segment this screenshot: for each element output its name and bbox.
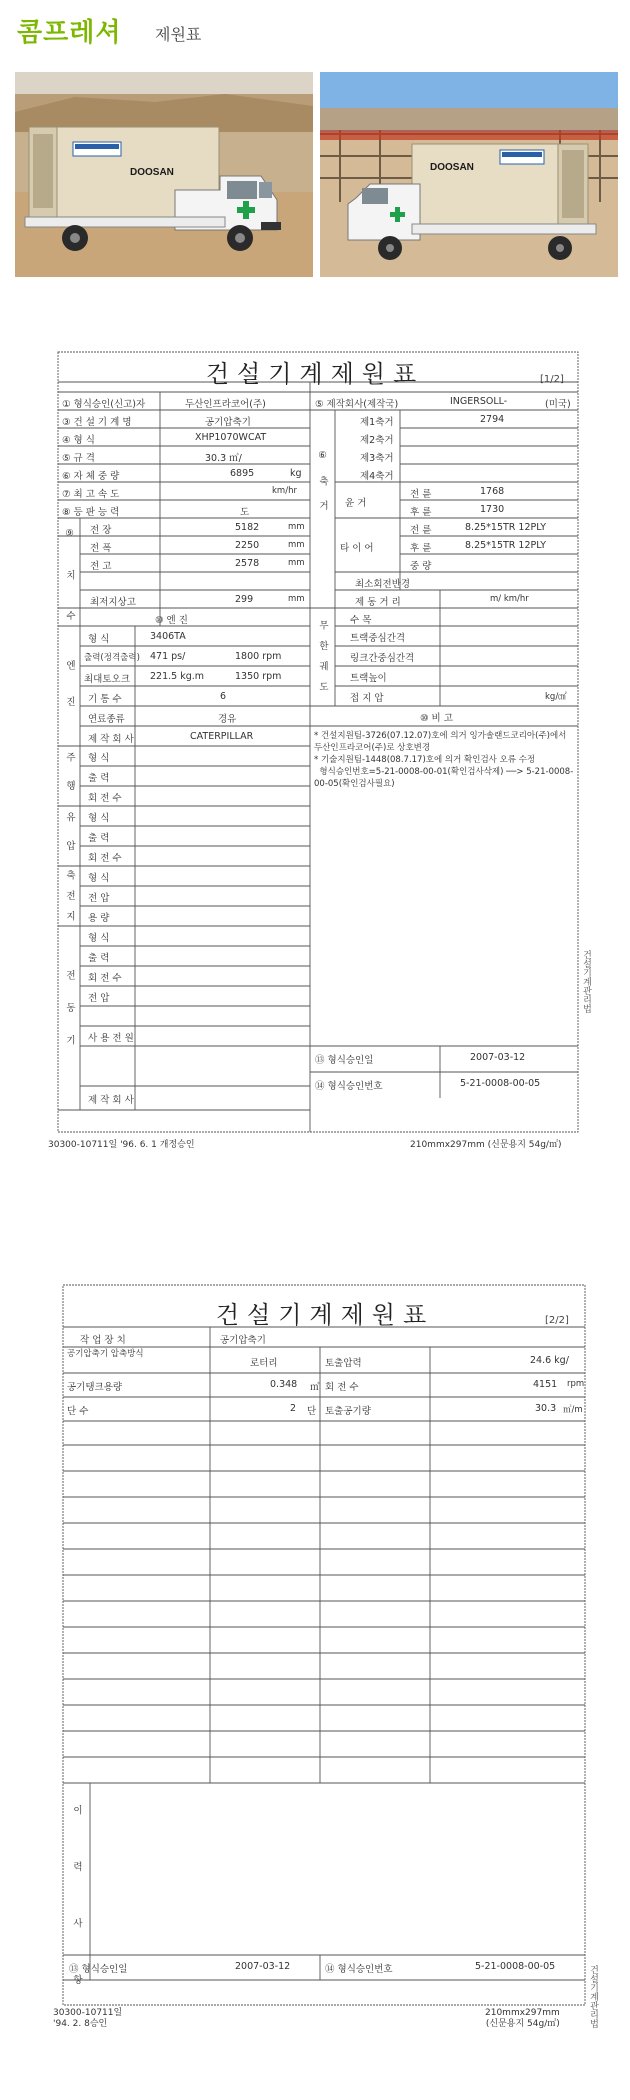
motor-volt-label: 전 압 (88, 993, 110, 1004)
sheet2-form-code: 30300-10711일 '94. 2. 8승인 (53, 2008, 123, 2029)
approval-number-value: 5-21-0008-00-05 (460, 1078, 541, 1089)
doosan-logo-2: DOOSAN (430, 162, 474, 173)
engine-maker-value: CATERPILLAR (190, 731, 254, 742)
width-value: 2250 (235, 540, 260, 551)
ground-clearance-unit: mm (288, 594, 305, 604)
engine-torque-rpm: 1350 rpm (235, 671, 282, 682)
motor-use-label: 사 용 전 원 (88, 1033, 134, 1044)
maker-label: ⑤ 제작회사(제작국) (315, 399, 399, 410)
sheet1-paper-spec: 210mmx297mm (신문용지 54g/㎡) (410, 1140, 562, 1150)
approval-date-value: 2007-03-12 (470, 1052, 526, 1063)
truck-illustration-2 (320, 72, 618, 277)
link-gauge-label: 링크간중심간격 (350, 653, 415, 664)
spec-value: 30.3 ㎥/ (205, 453, 242, 464)
approval-date-label: ⑬ 형식승인일 (315, 1055, 374, 1066)
tread-rear-value: 1730 (480, 504, 505, 515)
length-label: 전 장 (90, 525, 112, 536)
sheet2-approval-number-label: ⑭ 형식승인번호 (325, 1964, 393, 1975)
tread-rear-label: 후 륜 (410, 507, 432, 518)
tread-front-label: 전 륜 (410, 489, 432, 500)
maker-country: (미국) (545, 399, 571, 410)
height-label: 전 고 (90, 561, 112, 572)
engine-model-value: 3406TA (150, 631, 186, 642)
engine-torque-label: 최대토오크 (84, 674, 130, 685)
track-group-label: 무 한 궤 도 (317, 620, 328, 696)
compressor-photo-2 (320, 72, 618, 277)
tire-weight-label: 중 량 (410, 561, 432, 572)
axle4-label: 제4축거 (360, 471, 394, 482)
speed-unit: km/hr (272, 486, 297, 496)
truck-illustration-1 (15, 72, 313, 277)
spec-label: ⑤ 규 격 (62, 453, 95, 464)
approval-number-label: ⑭ 형식승인번호 (315, 1081, 383, 1092)
section-battery-label: 축 전 지 (64, 870, 75, 925)
rotation-value: 4151 (533, 1379, 558, 1390)
length-value: 5182 (235, 522, 260, 533)
tank-capacity-value: 0.348 (270, 1379, 298, 1390)
ground-clearance-value: 299 (235, 594, 254, 605)
length-unit: mm (288, 522, 305, 532)
maker-value: INGERSOLL- (450, 396, 508, 407)
sheet2-paper-spec: 210mmx297mm (신문용지 54g/㎡) (485, 2008, 560, 2029)
sheet2-approval-date-label: ⑬ 형식승인일 (69, 1964, 128, 1975)
grade-label: ⑧ 등 판 능 력 (62, 507, 120, 518)
brake-label: 제 동 거 리 (355, 597, 401, 608)
air-output-label: 토출공기량 (325, 1406, 371, 1417)
engine-fuel-value: 경유 (218, 714, 237, 725)
section-main-label: 주 행 (64, 752, 75, 799)
ground-pressure-label: 접 지 압 (350, 693, 384, 704)
model-label: ④ 형 식 (62, 435, 95, 446)
tire-side-label: 타 이 어 (340, 543, 374, 554)
engine-model-label: 형 식 (88, 634, 110, 645)
compressor-photo-1 (15, 72, 313, 277)
history-label: 이 력 사 항 (71, 1805, 82, 2007)
sheet2-approval-number-value: 5-21-0008-00-05 (475, 1961, 556, 1972)
tread-group-label: 윤 거 (345, 498, 367, 509)
tire-front-value: 8.25*15TR 12PLY (465, 522, 547, 533)
doosan-logo-1: DOOSAN (130, 167, 174, 178)
machine-type-label: ③ 건 설 기 계 명 (62, 417, 132, 428)
work-device-value: 공기압축기 (220, 1335, 266, 1346)
grade-unit: 도 (240, 507, 250, 518)
compression-type-label: 공기압축기 압축방식 (67, 1349, 144, 1359)
battery-cap-label: 용 량 (88, 913, 110, 924)
axle2-label: 제2축거 (360, 435, 394, 446)
approval-label: ① 형식승인(신고)자 (62, 399, 146, 410)
engine-power-value: 471 ps/ (150, 651, 186, 662)
hyd-form-label: 형 식 (88, 813, 110, 824)
tank-capacity-label: 공기탱크용량 (67, 1382, 123, 1393)
engine-cylinders-label: 기 통 수 (88, 694, 122, 705)
width-label: 전 폭 (90, 543, 112, 554)
ground-pressure-unit: kg/㎠ (545, 692, 567, 702)
hyd-rpm-label: 회 전 수 (88, 853, 122, 864)
discharge-pressure-label: 토출압력 (325, 1358, 362, 1369)
stages-value: 2 (290, 1403, 297, 1414)
hyd-output-label: 출 력 (88, 833, 110, 844)
tread-front-value: 1768 (480, 486, 505, 497)
brake-unit: m/ km/hr (490, 594, 529, 604)
track-count-label: 수 목 (350, 615, 372, 626)
spec-sheet-page-1 (40, 330, 590, 1155)
axle1-label: 제1축거 (360, 417, 394, 428)
ground-clearance-label: 최저지상고 (90, 597, 136, 608)
width-unit: mm (288, 540, 305, 550)
machine-type-value: 공기압축기 (205, 417, 251, 428)
sheet2-side-text: 건설기계관리법 (588, 1965, 598, 2028)
tire-rear-label: 후 륜 (410, 543, 432, 554)
air-output-value: 30.3 (535, 1403, 557, 1414)
stages-label: 단 수 (67, 1406, 89, 1417)
weight-label: ⑥ 자 체 중 량 (62, 471, 120, 482)
engine-group-label: 엔 진 (64, 660, 75, 719)
tire-front-label: 전 륜 (410, 525, 432, 536)
height-unit: mm (288, 558, 305, 568)
remarks-text: * 건설지원팀-3726(07.12.07)호에 의거 잉가솔랜드코리아(주)에서 두산인프라코어(주)로 상호변경 * 기술지원팀-1448(08.7.17)호에 의거 확인검사 오류 수정 형식승인번호=5-21-0008-00-01(확인검사삭제) ──> 5-21-0008-00-05(확인검사필요) (314, 731, 574, 789)
battery-volt-label: 전 압 (88, 893, 110, 904)
sheet1-side-text: 건설기계관리법 (581, 950, 591, 1013)
dimension-group-label: ⑨ 치 수 (64, 528, 75, 635)
remarks-label: ⑩ 비 고 (420, 713, 453, 724)
engine-cylinders-value: 6 (220, 691, 227, 702)
stages-unit: 단 (307, 1406, 317, 1417)
engine-power-rpm: 1800 rpm (235, 651, 282, 662)
engine-fuel-label: 연료종류 (88, 714, 125, 725)
axle-group-label: ⑥ 축 거 (317, 450, 328, 517)
compression-type-value: 로터리 (250, 1358, 278, 1369)
track-gauge-label: 트랙중심간격 (350, 633, 406, 644)
section-hydraulic-label: 유 압 (64, 812, 75, 859)
sheet2-page-number: [2/2] (545, 1315, 569, 1326)
air-output-unit: ㎥/m (563, 1405, 583, 1415)
rotation-label: 회 전 수 (325, 1382, 359, 1393)
sheet1-title: 건설기계제원표 (205, 360, 425, 388)
sheet1-form-code: 30300-10711일 '96. 6. 1 개정승인 (48, 1140, 195, 1150)
discharge-pressure-value: 24.6 kg/ (530, 1355, 569, 1366)
model-value: XHP1070WCAT (195, 432, 267, 443)
tank-capacity-unit: ㎥ (310, 1382, 320, 1393)
rotation-unit: rpm (567, 1379, 585, 1389)
section-motor-label: 전 동 기 (64, 970, 75, 1055)
turn-radius-label: 최소회전반경 (355, 579, 411, 590)
engine-header: ⑩ 엔 진 (155, 615, 188, 626)
axle1-value: 2794 (480, 414, 505, 425)
sheet1-page-number: [1/2] (540, 374, 564, 385)
page-title: 콤프레셔 (17, 18, 122, 48)
approval-value: 두산인프라코어(주) (185, 399, 266, 410)
motor-form-label: 형 식 (88, 933, 110, 944)
main-form-label: 형 식 (88, 753, 110, 764)
engine-torque-value: 221.5 kg.m (150, 671, 205, 682)
battery-form-label: 형 식 (88, 873, 110, 884)
engine-maker-label: 제 작 회 사 (88, 734, 134, 745)
engine-power-label: 출력(정격출력) (84, 653, 140, 663)
page-subtitle: 제원표 (155, 25, 202, 44)
sheet2-approval-date-value: 2007-03-12 (235, 1961, 291, 1972)
tire-rear-value: 8.25*15TR 12PLY (465, 540, 547, 551)
main-output-label: 출 력 (88, 773, 110, 784)
speed-label: ⑦ 최 고 속 도 (62, 489, 120, 500)
weight-unit: kg (290, 468, 302, 479)
axle3-label: 제3축거 (360, 453, 394, 464)
work-device-label: 작 업 장 치 (80, 1335, 126, 1346)
spec-sheet-page-2 (53, 1275, 598, 2045)
main-rpm-label: 회 전 수 (88, 793, 122, 804)
height-value: 2578 (235, 558, 260, 569)
motor-rpm-label: 회 전 수 (88, 973, 122, 984)
motor-output-label: 출 력 (88, 953, 110, 964)
motor-maker-label: 제 작 회 사 (88, 1095, 134, 1106)
weight-value: 6895 (230, 468, 255, 479)
sheet2-title: 건설기계제원표 (215, 1301, 435, 1329)
track-height-label: 트랙높이 (350, 673, 387, 684)
